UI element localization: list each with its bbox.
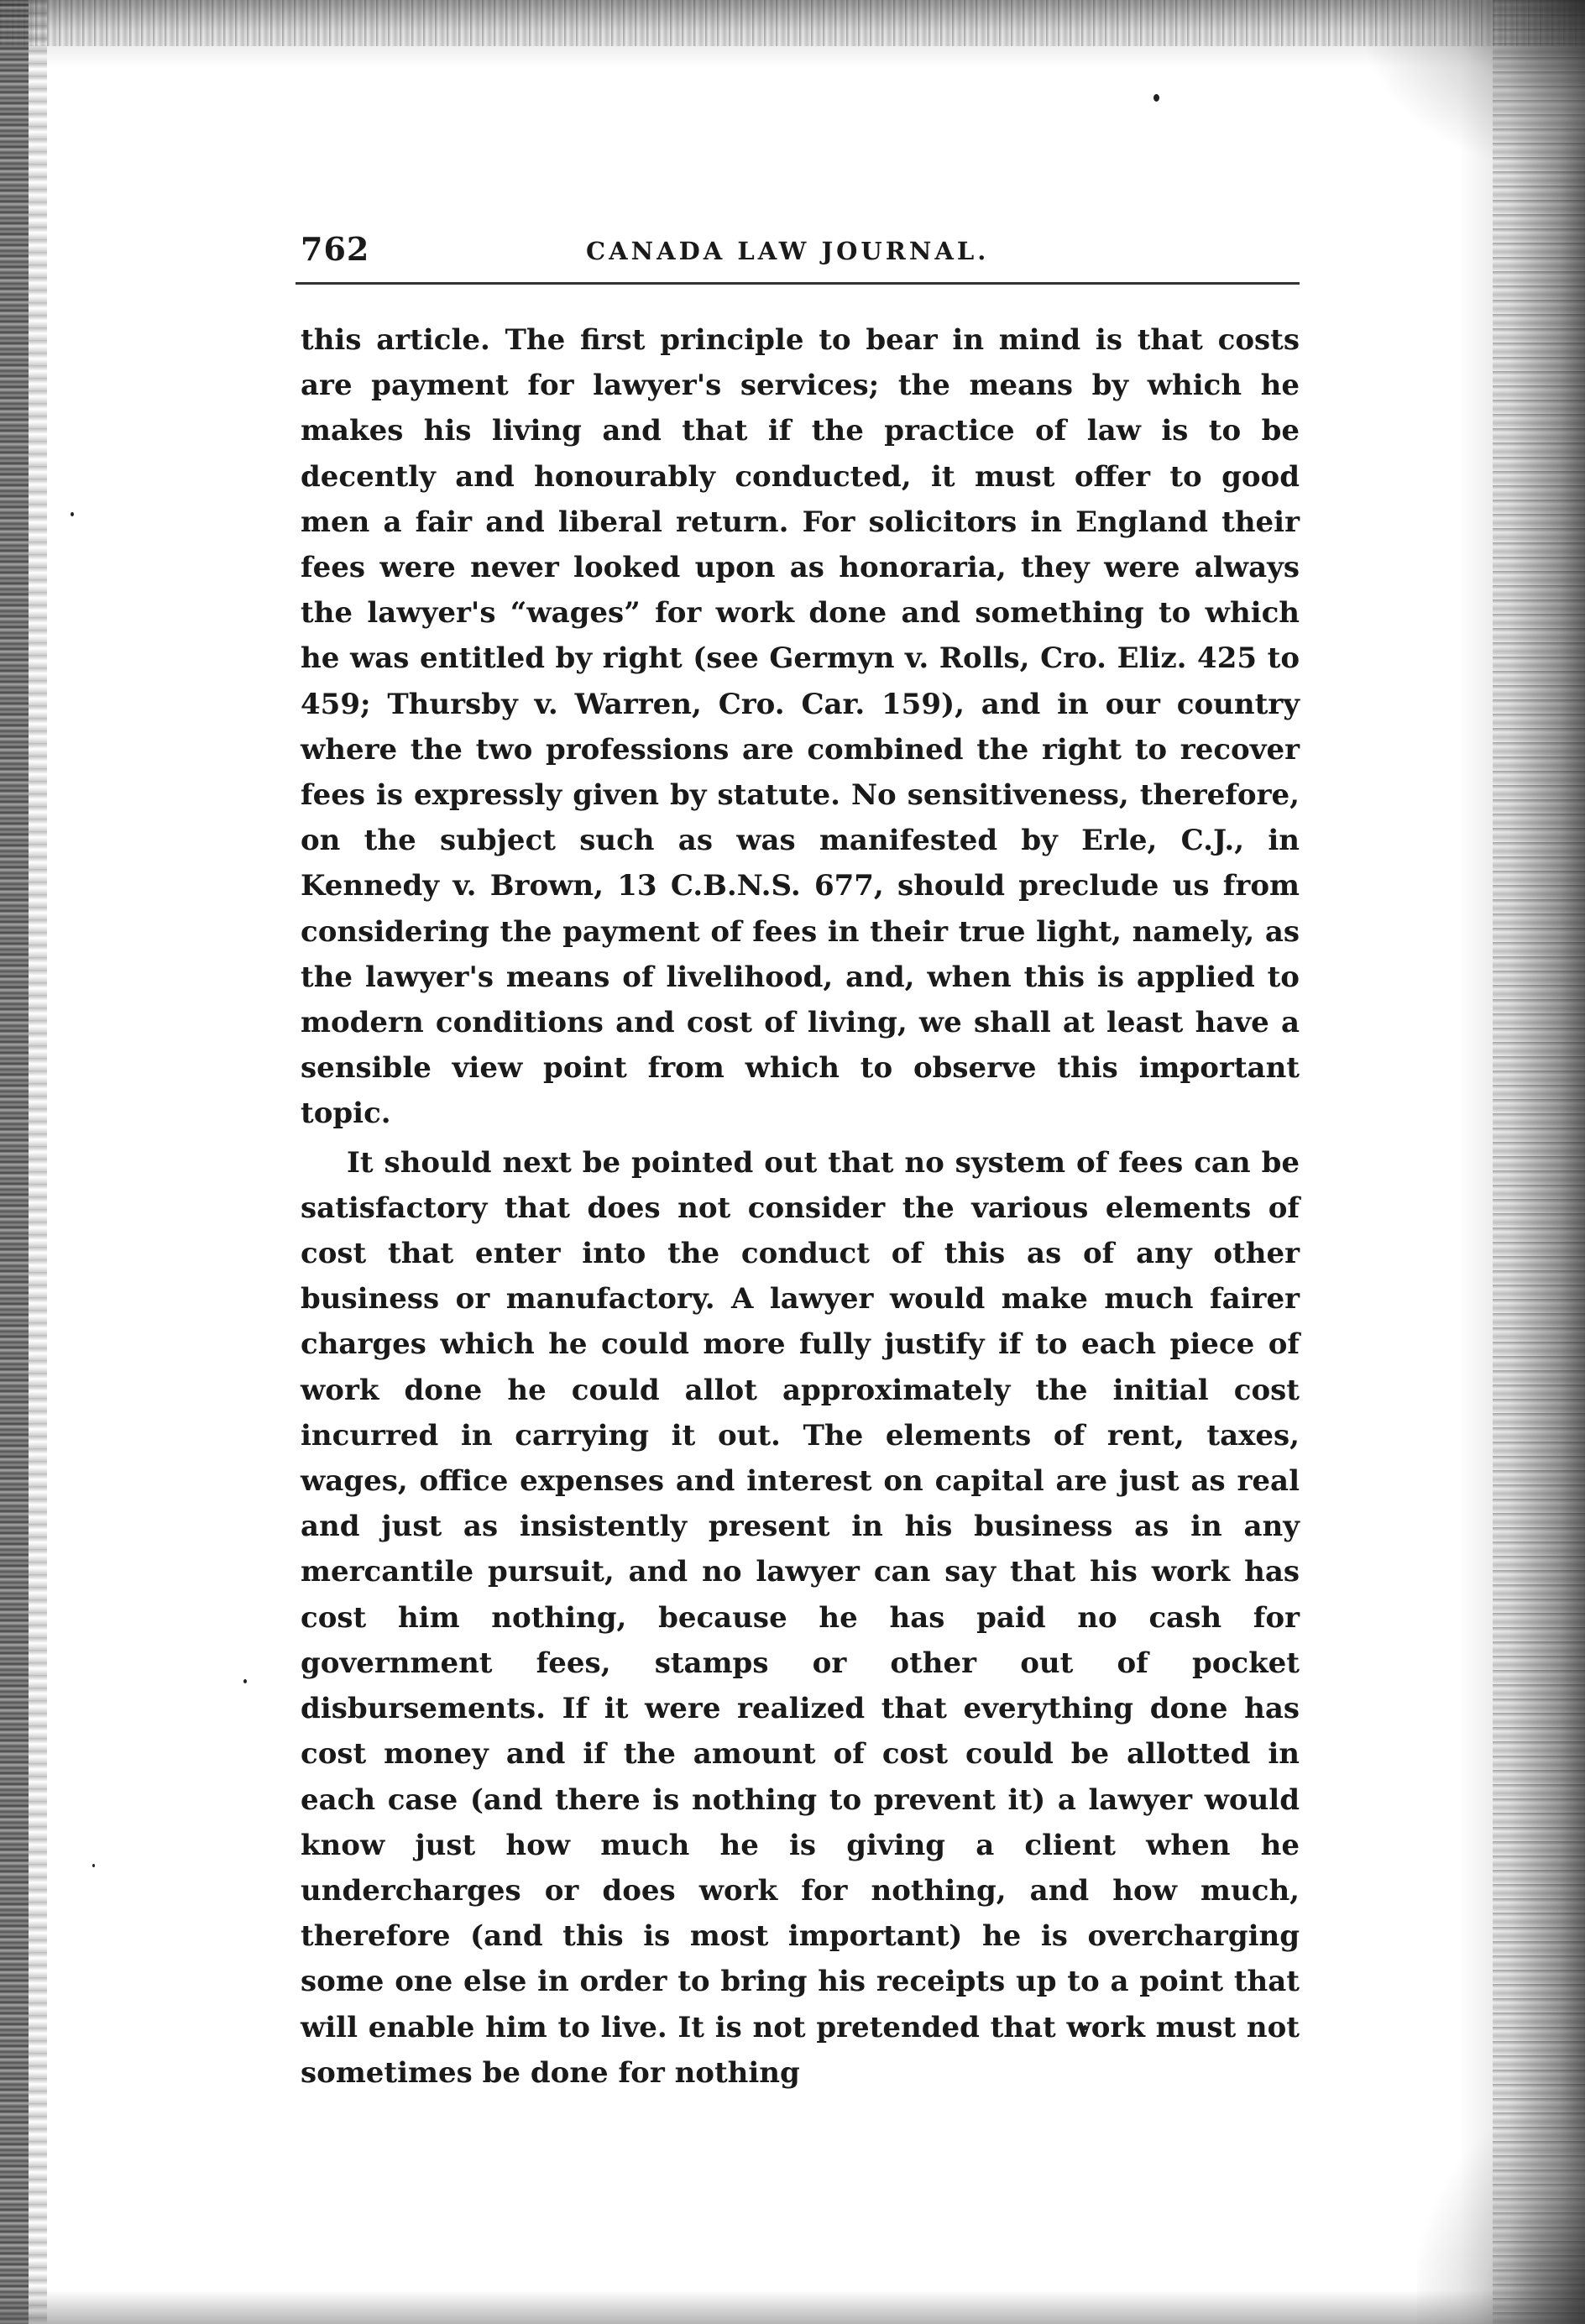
scan-speck — [1153, 94, 1159, 102]
scan-edge-top-speckle — [0, 0, 1585, 46]
running-head: CANADA LAW JOURNAL. — [586, 237, 990, 265]
page-header — [301, 225, 1301, 275]
scan-corner-bottom-right — [1417, 2106, 1585, 2324]
article-body — [301, 317, 1300, 2096]
scan-edge-right-speckle — [1493, 0, 1585, 2324]
scan-speck — [71, 512, 74, 516]
page-number: 762 — [301, 230, 370, 268]
scan-speck — [92, 1864, 95, 1867]
paragraph: It should next be pointed out that no system of fees can be satisfactory that does not consider the various elements of cost that enter into the conduct of this as of any other business or manufactory. A lawyer would make much fairer charges which he could more fully justify if to each piece of work done he could allot approximately the initial cost incurred in carrying it out. The elements of rent, taxes, wages, office expenses and interest on capital are just as real and just as insistently present in his business as in any mercantile pursuit, and no lawyer can say that his work has cost him nothing, because he has paid no cash for government fees, stamps or other out of pocket disbursements. If it were realized that everything done has cost money and if the amount of cost could be allotted in each case (and there is nothing to prevent it) a lawyer would know just how much he is giving a client when he undercharges or does work for nothing, and how much, therefore (and this is most important) he is overcharging some one else in order to bring his receipts up to a point that will enable him to live. It is not pretended that work must not sometimes be done for nothing — [301, 1145, 1300, 2090]
scan-edge-left-shadow — [29, 0, 47, 2324]
paragraph: this article. The first principle to bear in mind is that costs are payment for lawyer's services; the means by which he makes his living and that if the practice of law is to be decently and honourably conducted, it must offer to good men a fair and liberal return. For solicitors in England their fees were never looked upon as honoraria, they were always the lawyer's “wages” for work done and something to which he was entitled by right (see Germyn v. Rolls, Cro. Eliz. 425 to 459; Thursby v. Warren, Cro. Car. 159), and in our country where the two professions are combined the right to recover fees is expressly given by statute. No sensitiveness, therefore, on the subject such as was manifested by Erle, C.J., in Kennedy v. Brown, 13 C.B.N.S. 677, should preclude us from considering the payment of fees in their true light, namely, as the lawyer's means of livelihood, and, when this is applied to modern conditions and cost of living, we shall at least have a sensible view point from which to observe this important topic. — [301, 323, 1300, 1131]
scan-corner-top-right — [1367, 0, 1585, 168]
scan-edge-left — [0, 0, 29, 2324]
scan-speck — [243, 1679, 247, 1683]
header-rule — [296, 282, 1300, 285]
scan-edge-bottom — [0, 2290, 1585, 2324]
